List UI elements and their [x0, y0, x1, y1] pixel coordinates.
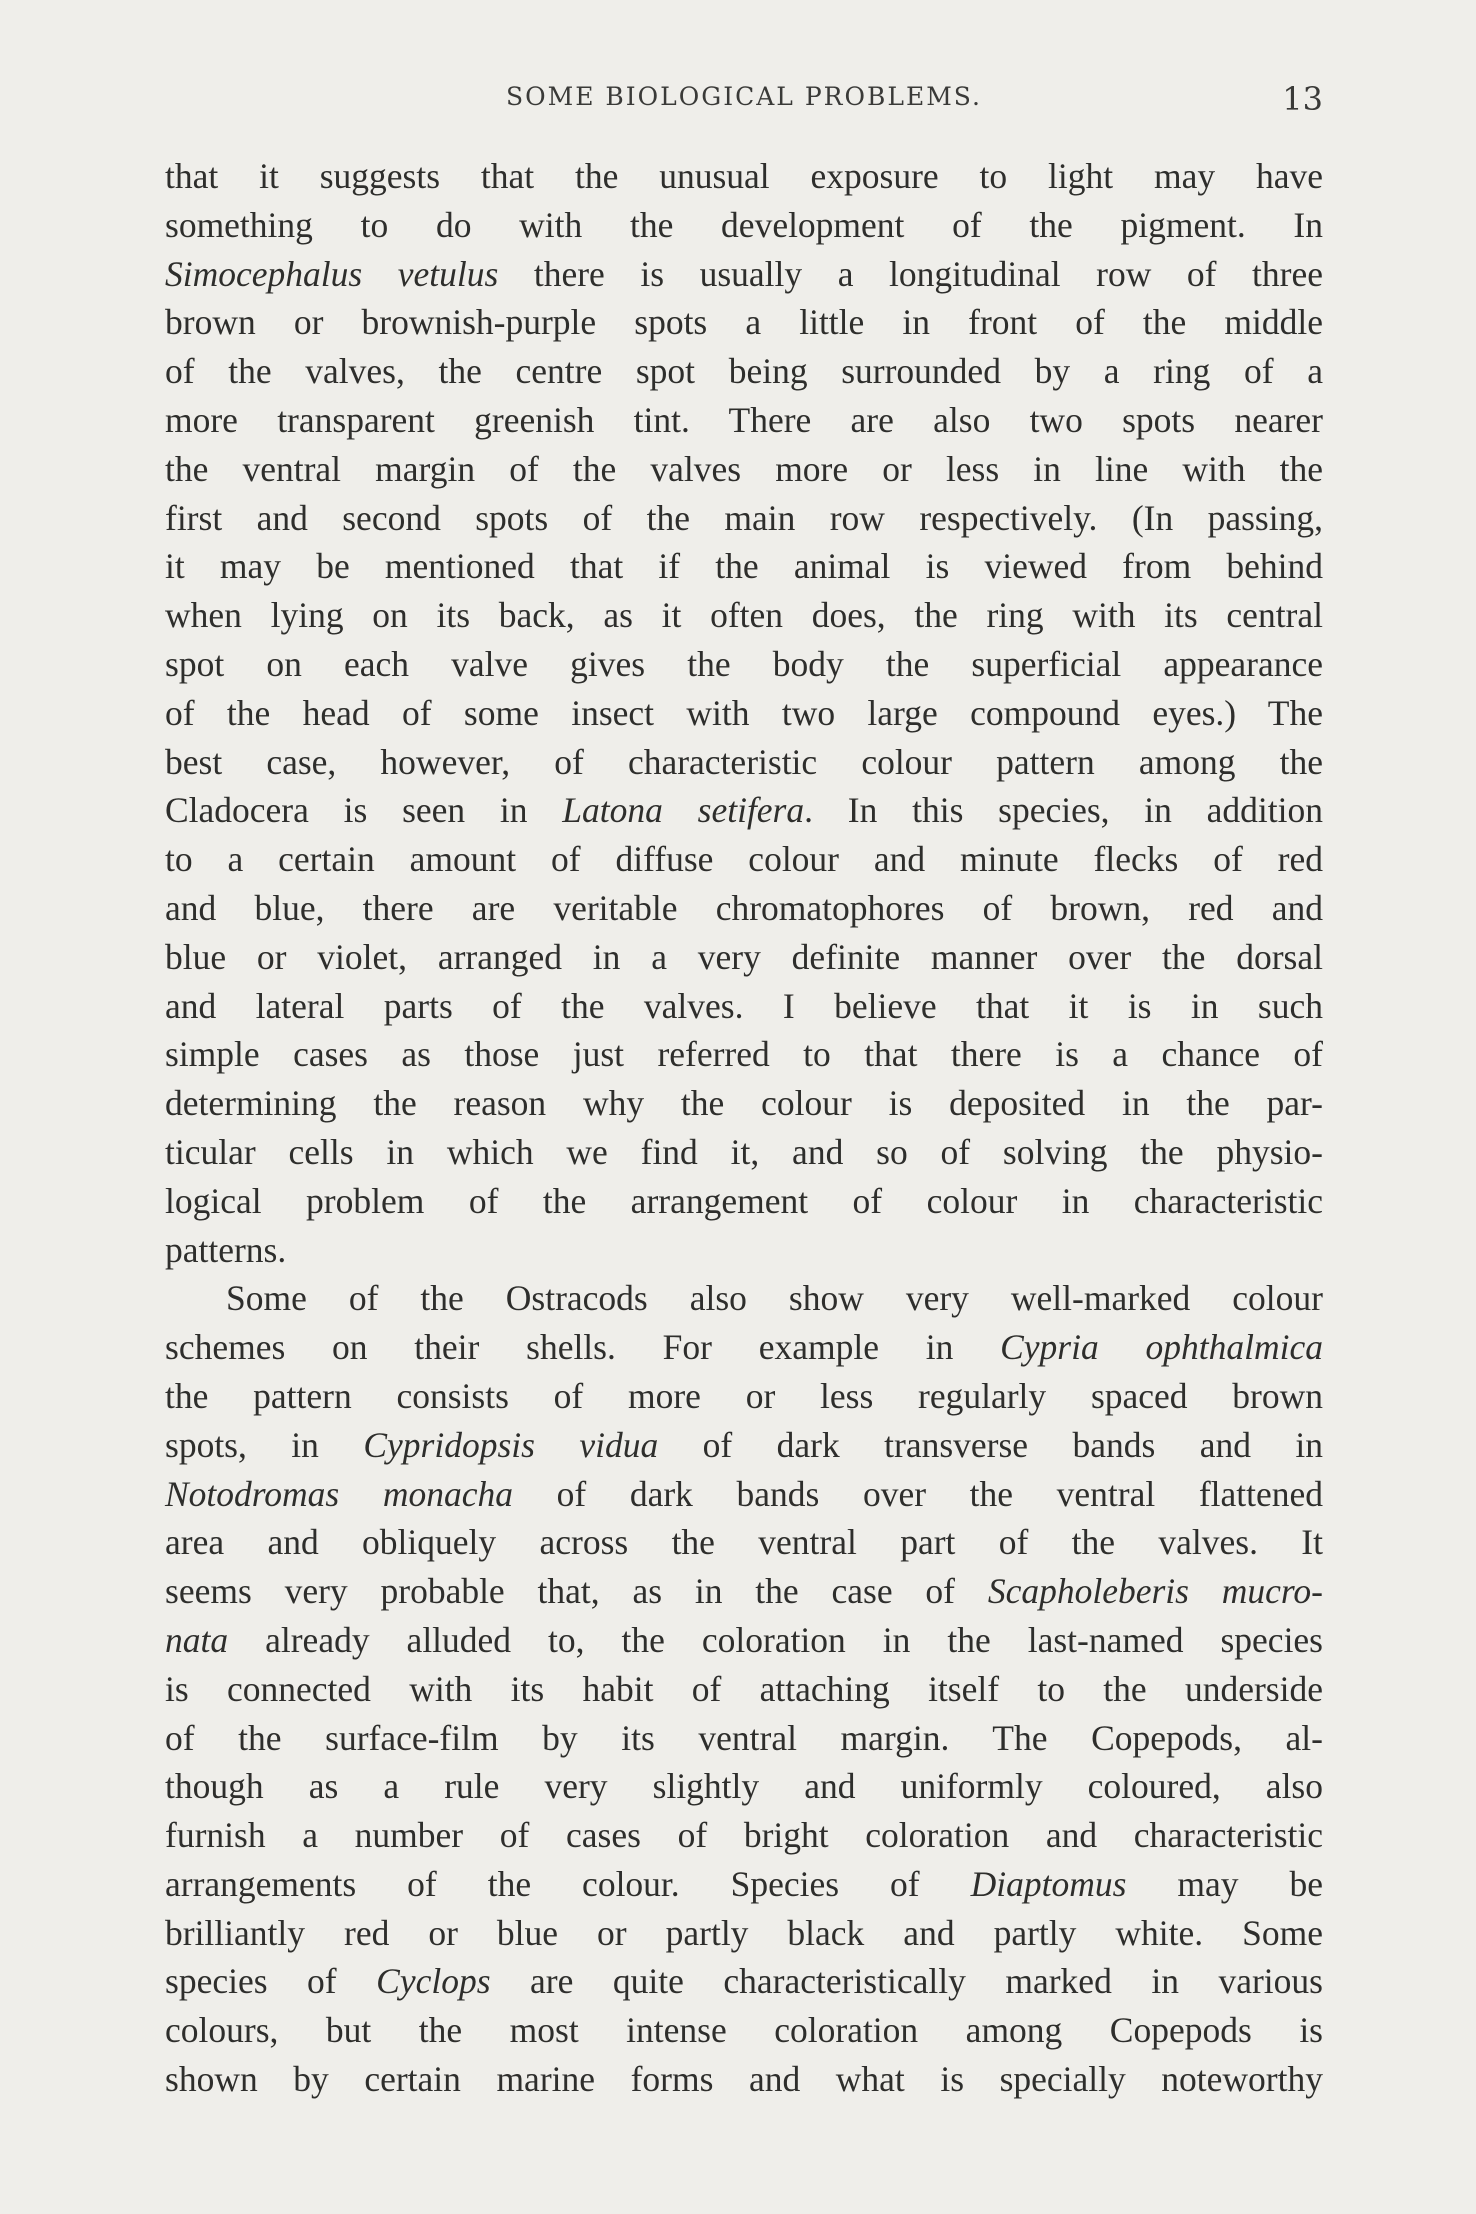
italic-taxon: Diaptomus: [970, 1863, 1127, 1904]
text-line: ticular cells in which we find it, and so of solving the physio-: [165, 1131, 1323, 1172]
italic-taxon: Latona setifera: [562, 790, 805, 831]
text-line: when lying on its back, as it often does, the ring with its central: [165, 595, 1323, 636]
text-line: the ventral margin of the valves more or less in line with the: [165, 448, 1323, 489]
text-line: area and obliquely across the ventral part of the valves. It: [165, 1522, 1323, 1563]
text-line: something to do with the development of the pigment. In: [165, 204, 1323, 245]
italic-taxon: nata: [165, 1619, 229, 1660]
italic-taxon: Notodromas monacha: [165, 1473, 514, 1514]
text-line: blue or violet, arranged in a very definite manner over the dorsal: [165, 936, 1323, 977]
text-line: and blue, there are veritable chromatophores of brown, red and: [165, 887, 1323, 928]
text-line: simple cases as those just referred to that there is a chance of: [165, 1034, 1323, 1075]
text-line: first and second spots of the main row respectively. (In passing,: [165, 497, 1323, 538]
text-line: of the head of some insect with two large compound eyes.) The: [165, 692, 1323, 733]
page-number: 13: [1282, 80, 1323, 118]
italic-taxon: Cypridopsis vidua: [363, 1424, 659, 1465]
text-line: to a certain amount of diffuse colour and minute flecks of red: [165, 839, 1323, 880]
text-line: it may be mentioned that if the animal is viewed from behind: [165, 546, 1323, 587]
text-line: spot on each valve gives the body the superficial appearance: [165, 643, 1323, 684]
body-text: [165, 152, 1323, 2104]
running-title: SOME BIOLOGICAL PROBLEMS.: [506, 82, 982, 111]
text-line: though as a rule very slightly and uniformly coloured, also: [165, 1766, 1323, 1807]
text-line: species of Cyclops are quite characteristically marked in various: [165, 1961, 1323, 2002]
text-line: arrangements of the colour. Species of Diaptomus may be: [165, 1863, 1323, 1904]
text-line: patterns.: [165, 1229, 287, 1270]
text-line: Simocephalus vetulus there is usually a longitudinal row of three: [165, 253, 1324, 294]
text-line: more transparent greenish tint. There are also two spots nearer: [165, 399, 1323, 440]
text-line: spots, in Cypridopsis vidua of dark transverse bands and in: [165, 1424, 1324, 1465]
text-line: of the valves, the centre spot being surrounded by a ring of a: [165, 351, 1323, 392]
text-line: the pattern consists of more or less regularly spaced brown: [165, 1375, 1323, 1416]
text-line: seems very probable that, as in the case of Scapholeberis mucro-: [165, 1571, 1323, 1612]
italic-taxon: Cyclops: [376, 1961, 491, 2002]
running-head: [165, 82, 1323, 122]
text-line: determining the reason why the colour is deposited in the par-: [165, 1083, 1323, 1124]
text-line: logical problem of the arrangement of colour in characteristic: [165, 1180, 1323, 1221]
text-line: brilliantly red or blue or partly black and partly white. Some: [165, 1912, 1323, 1953]
italic-taxon: Scapholeberis mucro-: [987, 1571, 1323, 1612]
text-line: that it suggests that the unusual exposure to light may have: [165, 156, 1323, 196]
text-line: Notodromas monacha of dark bands over the ventral flattened: [165, 1473, 1323, 1514]
text-line: shown by certain marine forms and what is specially noteworthy: [165, 2059, 1323, 2100]
text-line: brown or brownish-purple spots a little in front of the middle: [165, 302, 1323, 343]
text-line: furnish a number of cases of bright coloration and characteristic: [165, 1815, 1323, 1856]
text-line: of the surface-film by its ventral margin. The Copepods, al-: [165, 1717, 1323, 1758]
text-line: is connected with its habit of attaching itself to the underside: [165, 1668, 1323, 1709]
text-line: schemes on their shells. For example in Cypria ophthalmica: [165, 1327, 1323, 1368]
italic-taxon: Simocephalus vetulus: [165, 253, 499, 294]
text-line: nata already alluded to, the coloration in the last-named species: [165, 1619, 1323, 1660]
text-line: Cladocera is seen in Latona setifera. In this species, in addition: [165, 790, 1323, 831]
text-line: and lateral parts of the valves. I believe that it is in such: [165, 985, 1323, 1026]
text-line: Some of the Ostracods also show very well-marked colour: [226, 1278, 1323, 1319]
text-line: best case, however, of characteristic colour pattern among the: [165, 741, 1323, 782]
text-line: colours, but the most intense coloration among Copepods is: [165, 2010, 1323, 2051]
italic-taxon: Cypria ophthalmica: [1000, 1327, 1323, 1368]
